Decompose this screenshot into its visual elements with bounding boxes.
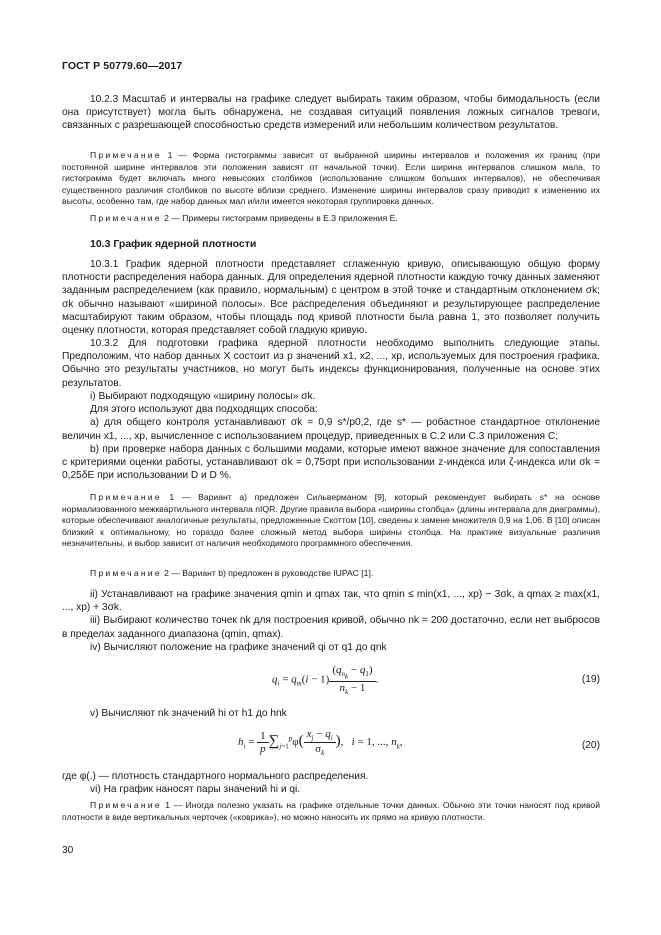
note-label: Примечание — [90, 213, 162, 223]
step-i-methods: Для этого используют два подходящих способа: — [90, 404, 318, 416]
step-iii-text: iii) Выбирают количество точек nk для построения кривой, обычно nk = 200 достаточно, если нет выбросов в пределах заданного диапазона (qmin, qmax). — [62, 615, 600, 640]
step-a-text: а) для общего контроля устанавливают σk = 0,9 s*/p0,2, где s* — робастное стандартное отклонение величин x1, ..., xp, вычисленное с использованием процедур, приведенных в С.2 или С.3 приложения С; — [62, 417, 600, 442]
equation-19 — [62, 660, 600, 694]
note-c1 — [62, 800, 600, 823]
section-title: 10.3 График ядерной плотности — [90, 238, 257, 250]
step-iv-text: iv) Вычисляют положение на графике значений qi от q1 до qnk — [90, 641, 387, 653]
note-b2-text: 2 — Вариант b) предложен в руководстве IUPAC [1]. — [164, 568, 374, 578]
step-i — [62, 390, 600, 482]
paragraph-10-3-2 — [62, 337, 600, 390]
step-v — [62, 707, 600, 720]
paragraph-10-2-3-text: 10.2.3 Масштаб и интервалы на графике следует выбирать таким образом, чтобы бимодальность (если она присутствует) могла быть обнаружена, не создавая ситуаций появления ложных сигналов тревоги, связанных с разрешающей способностью средств измерений или небольшим количеством результатов. — [62, 94, 600, 132]
note-b1-text: 1 — Вариант а) предложен Сильверманом [9], который рекомендует выбирать s* на основе нормализованного межквартильного интервала nIQR. Другие правила выбора «ширины столбца» (длины интервала для диаграммы), которые обеспечивают аналогичные результаты, предложенные Скоттом [10], сведены к замене множителя 0,9 на 1,06. В [10] описан близкий к оптимальному, но гораздо более сложный метод выбора ширины столбца. На практике визуальные различия незначительны, и выбор зависит от наличия необходимого программного обеспечения. — [62, 492, 600, 548]
equation-20-formula: $h_i$ = $\frac{1}{p}$ $\sum_{j=1}^p\varphi$( $\frac{x_j - q_i}{\sigma_k}$ ), i = 1, ..., $n_k$, — [238, 728, 403, 758]
note-a2 — [62, 213, 600, 225]
step-v-text: v) Вычисляют nk значений hi от h1 до hnk — [90, 708, 287, 719]
running-header: ГОСТ Р 50779.60—2017 — [62, 60, 183, 72]
steps-ii-iv — [62, 588, 600, 654]
paragraph-10-2-3 — [62, 93, 600, 133]
note-a1-text: 1 — Форма гистограммы зависит от выбранной ширины интервалов и положения их границ (при постоянной ширине интервалов эти положения зависят от начальной точки). Если ширина интервалов слишком мала, то гистограмма будет включать много невысоких столбиков (использование слишком больших интервалов), не обеспечивая существенного различия столбиков по высоте вблизи среднего. Изменение ширины интервалов сразу приводит к изменению их высоты, особенно там, где набор данных мал и/или имеется некоторая группировка данных. — [62, 150, 601, 206]
paragraph-10-3-1 — [62, 258, 600, 337]
paragraph-10-3-2-text: 10.3.2 Для подготовки графика ядерной плотности необходимо выполнить следующие этапы. Предположим, что набор данных X состоит из p значений x1, x2, ..., xp, используемых для построения графика. Обычно это результаты участников, но могут быть индексы функционирования, полученные на основе этих результатов. — [62, 338, 600, 389]
equation-19-number: (19) — [581, 674, 600, 685]
note-label: Примечание — [90, 568, 162, 578]
note-label: Примечание — [90, 492, 162, 502]
note-a1 — [62, 150, 600, 208]
note-c1-text: 1 — Иногда полезно указать на графике отдельные точки данных. Обычно эти точки наносят под кривой плотности в виде вертикальных черточек («коврика»), но можно наносить их прямо на кривую плотности. — [62, 800, 601, 822]
note-label: Примечание — [90, 800, 162, 810]
note-label: Примечание — [90, 150, 162, 160]
note-a2-text: 2 — Примеры гистограмм приведены в Е.3 приложения Е. — [164, 213, 398, 223]
explanations — [62, 770, 600, 796]
step-b-text: b) при проверке набора данных с большими модами, которые имеют важное значение для сопоставления с критериями оценки работы, устанавливают σk = 0,75σpt при использовании z-индекса или ζ-индекса или σk = 0,25δE при использовании D и D %. — [62, 443, 600, 482]
step-ii-text: ii) Устанавливают на графике значения qmin и qmax так, что qmin ≤ min(x1, ..., xp) − 3σk, а qmax ≥ max(x1, ..., xp) + 3σk. — [62, 589, 600, 614]
step-vi-text: vi) На график наносят пары значений hi и qi. — [90, 784, 301, 796]
where-phi-text: где φ(.) — плотность стандартного нормального распределения. — [62, 771, 369, 782]
step-i-text: i) Выбирают подходящую «ширину полосы» σk. — [90, 391, 316, 402]
note-b1 — [62, 492, 600, 550]
section-title-block — [62, 238, 600, 250]
equation-19-formula: $q_i = q_m(i - 1)$ $\frac{(q_{n_k} - q_1)}{n_k - 1}$ . — [272, 664, 379, 696]
paragraph-10-3-1-text: 10.3.1 График ядерной плотности представляет сглаженную кривую, описывающую общую форму плотности распределения набора данных. Для определения ядерной плотности каждую точку данных заменяют заданным распределением (как правило, нормальным) с центром в этой точке и стандартным отклонением σk; σk обычно называют «шириной полосы». Все распределения объединяют и результирующее распределение масштабируют таким образом, чтобы площадь под кривой плотности была равна 1, это позволяет получить оценку плотности, которая представляет собой гладкую кривую. — [62, 259, 600, 337]
note-b2 — [62, 568, 600, 580]
page-number: 30 — [62, 845, 74, 856]
equation-20 — [62, 724, 600, 768]
equation-20-number: (20) — [581, 740, 600, 751]
